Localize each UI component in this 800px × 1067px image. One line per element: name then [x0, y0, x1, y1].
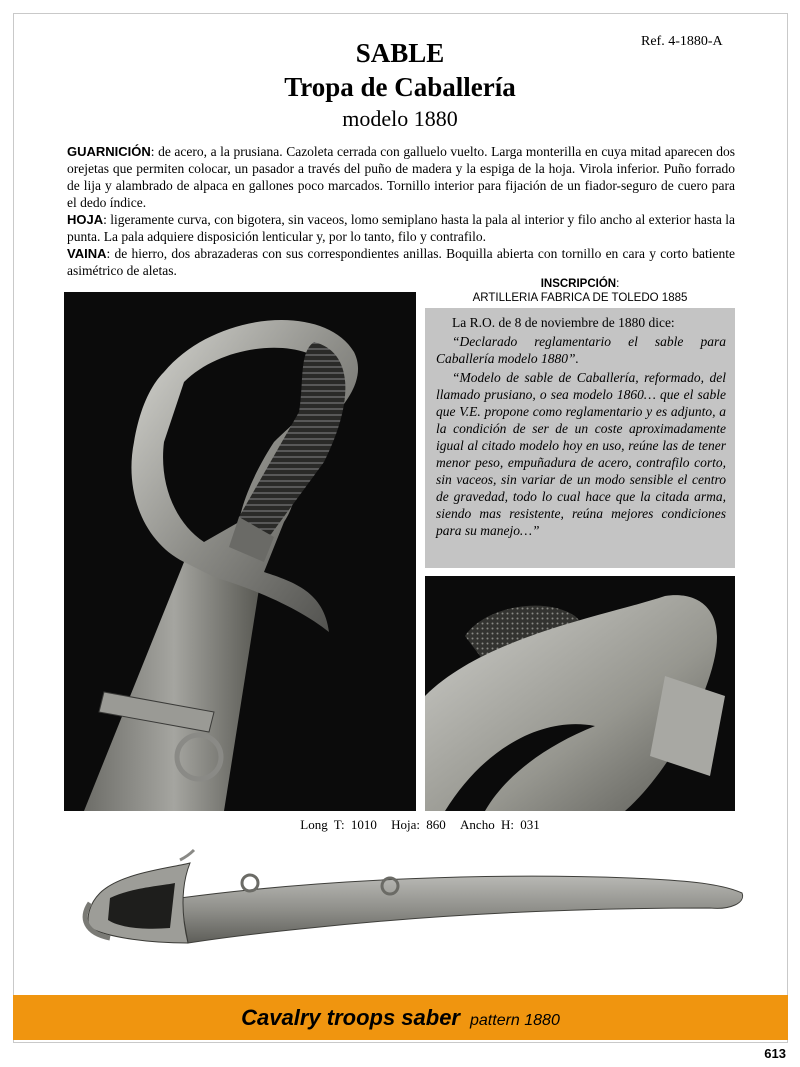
desc-text: : de acero, a la prusiana. Cazoleta cerrada con galluelo vuelto. Larga monterilla en cuya mitad aparecen dos orejetas que permiten colocar, un pasador a través del puño de madera y la espiga de la hoja. Virola inferior. Puño forrado de lija y alambrado de alpaca en gallones poco marcados. Tornillo interior para fijación de un fiador-seguro de cuero para el dedo índice. [67, 144, 735, 210]
dim-total-length: Long T: 1010 [300, 817, 377, 832]
dimensions [0, 817, 800, 833]
dim-blade-width: Ancho H: 031 [460, 817, 540, 832]
saber-guard-image [425, 576, 735, 811]
page-number: 613 [764, 1046, 786, 1061]
saber-hilt-image [64, 292, 416, 811]
inscription-text: ARTILLERIA FABRICA DE TOLEDO 1885 [472, 292, 688, 304]
english-subtitle: pattern 1880 [470, 1012, 560, 1029]
desc-label: HOJA [67, 212, 104, 227]
english-title: Cavalry troops saber [241, 1005, 460, 1030]
inscription-label-text: INSCRIPCIÓN [540, 278, 617, 290]
quote-paragraph: “Modelo de sable de Caballería, reformado, del llamado prusiano, o sea modelo 1860… que el sable que V.E. propone como reglamentario y es adjunto, a la condición de ser de un coste aproximadamente igual al citado modelo hoy en uso, reúne las de tener menor peso, empuñadura de acero, contrafilo corto, sin vaceos, sin variar de un modo sensible el centro de gravedad, todo lo cual hace que la citada arma, siendo mas resistente, reúna mejores condiciones para su manejo…” [436, 370, 726, 538]
saber-guard-photo [425, 576, 735, 811]
desc-text: : ligeramente curva, con bigotera, sin vaceos, lomo semiplano hasta la pala al interior y filo ancho al exterior hasta la punta. La pala adquiere disposición lenticular y, por lo tanto, filo y contrafilo. [67, 212, 735, 244]
description [67, 143, 735, 279]
full-saber-image [70, 848, 750, 958]
title-line-1: SABLE [355, 38, 445, 68]
saber-hilt-photo [64, 292, 416, 811]
inscription-label [425, 278, 735, 290]
desc-vaina [67, 245, 735, 279]
dim-blade-length: Hoja: 860 [391, 817, 446, 832]
desc-label: GUARNICIÓN [67, 144, 151, 159]
royal-order-quote [425, 308, 735, 568]
english-title-banner [13, 995, 788, 1040]
inscription-label-colon: : [616, 278, 620, 290]
reference-number: Ref. 4-1880-A [641, 34, 723, 49]
desc-label: VAINA [67, 246, 107, 261]
quote-intro: La R.O. de 8 de noviembre de 1880 dice: [452, 315, 675, 330]
desc-text: : de hierro, dos abrazaderas con sus correspondientes anillas. Boquilla abierta con tornillo en cara y corto batiente asimétrico de aletas. [67, 246, 735, 278]
quote-paragraph: “Declarado reglamentario el sable para Caballería modelo 1880”. [436, 334, 726, 366]
title-line-2: Tropa de Caballería [284, 72, 516, 102]
subtitle: modelo 1880 [342, 106, 458, 131]
desc-hoja [67, 211, 735, 245]
desc-guarnicion [67, 143, 735, 211]
